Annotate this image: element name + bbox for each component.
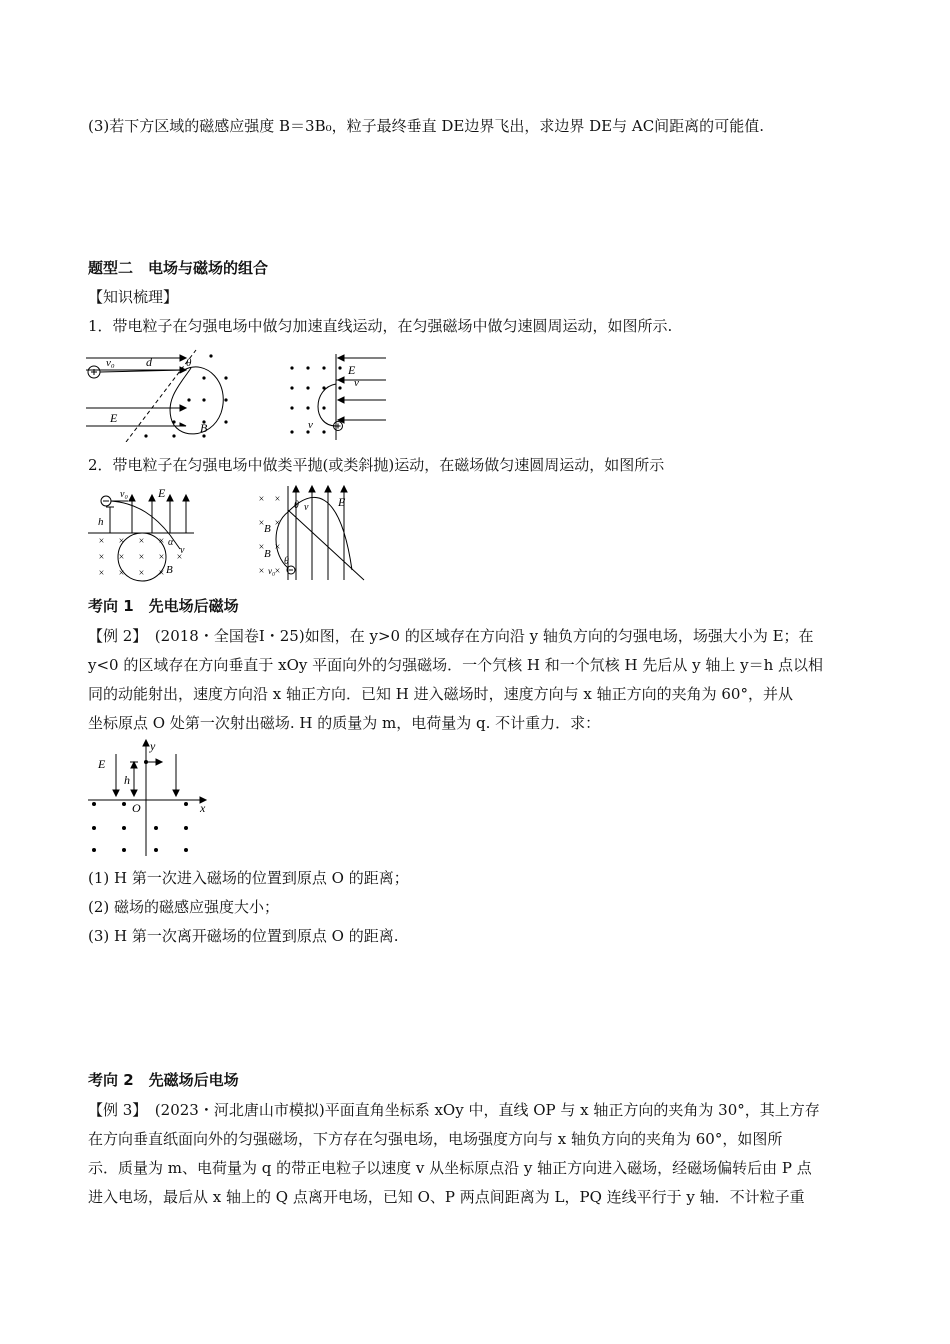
svg-text:×: × bbox=[274, 566, 281, 577]
example-2-line-2: y<0 的区域存在方向垂直于 xOy 平面向外的匀强磁场．一个氕核 H 和一个氘核 H 先后从 y 轴上 y＝h 点以相 bbox=[88, 656, 824, 674]
svg-text:×: × bbox=[138, 568, 145, 579]
svg-text:×: × bbox=[258, 542, 265, 553]
knowledge-point-2: 2．带电粒子在匀强电场中做类平抛(或类斜抛)运动，在磁场做匀速圆周运动，如图所示 bbox=[88, 456, 665, 474]
svg-text:×: × bbox=[258, 518, 265, 529]
knowledge-label: 【知识梳理】 bbox=[88, 288, 179, 306]
label-v-lower: v bbox=[308, 419, 313, 431]
example-2-line-1: 【例 2】 (2018・全国卷Ⅰ・25)如图，在 y>0 的区域存在方向沿 y 轴负方向的匀强电场，场强大小为 E；在 bbox=[88, 627, 814, 645]
svg-text:×: × bbox=[118, 552, 125, 563]
label-v: v bbox=[180, 545, 185, 556]
example-2-question-2: (2) 磁场的磁感应强度大小； bbox=[88, 898, 280, 916]
label-B: B bbox=[166, 564, 173, 576]
label-x: x bbox=[200, 801, 206, 815]
svg-text:×: × bbox=[274, 518, 281, 529]
figure-field-boundary bbox=[286, 354, 388, 440]
direction-1-title: 考向 1 先电场后磁场 bbox=[88, 597, 239, 615]
svg-text:×: × bbox=[158, 568, 165, 579]
example-2-line-3: 同的动能射出，速度方向沿 x 轴正方向．已知 H 进入磁场时，速度方向与 x 轴正方向的夹角为 60°，并从 bbox=[88, 685, 793, 703]
svg-text:×: × bbox=[118, 568, 125, 579]
svg-text:×: × bbox=[176, 552, 183, 563]
example-3-line-4: 进入电场，最后从 x 轴上的 Q 点离开电场，已知 O、P 两点间距离为 L，PQ 连线平行于 y 轴．不计粒子重 bbox=[88, 1188, 805, 1206]
label-v-upper: v bbox=[354, 377, 359, 389]
figure-accel-then-circle bbox=[86, 348, 236, 442]
svg-text:×: × bbox=[158, 552, 165, 563]
example-2-question-3: (3) H 第一次离开磁场的位置到原点 O 的距离. bbox=[88, 927, 399, 945]
label-h: h bbox=[124, 773, 130, 787]
label-E: E bbox=[348, 363, 356, 377]
label-v: v bbox=[304, 502, 309, 513]
label-d: d bbox=[146, 355, 152, 369]
label-E: E bbox=[338, 495, 346, 509]
svg-text:×: × bbox=[98, 568, 105, 579]
direction-2-title: 考向 2 先磁场后电场 bbox=[88, 1071, 239, 1089]
svg-text:×: × bbox=[158, 536, 165, 547]
label-v0: v₀ bbox=[120, 489, 128, 500]
svg-text:×: × bbox=[138, 536, 145, 547]
svg-text:×: × bbox=[258, 566, 265, 577]
label-h: h bbox=[98, 516, 104, 528]
figure-coordinate-system bbox=[86, 738, 212, 856]
section-title: 题型二 电场与磁场的组合 bbox=[88, 259, 269, 277]
label-B-lower: B bbox=[264, 548, 271, 560]
svg-text:×: × bbox=[274, 542, 281, 553]
figure-projectile-then-circle bbox=[88, 485, 194, 585]
label-v0: v₀ bbox=[268, 566, 276, 576]
svg-text:×: × bbox=[118, 536, 125, 547]
label-E: E bbox=[158, 486, 166, 500]
question-3-text: (3)若下方区域的磁感应强度 B＝3B₀，粒子最终垂直 DE边界飞出，求边界 DE与 AC间距离的可能值. bbox=[88, 117, 764, 135]
label-v0: v₀ bbox=[106, 357, 115, 369]
label-B-upper: B bbox=[264, 523, 271, 535]
example-2-question-1: (1) H 第一次进入磁场的位置到原点 O 的距离； bbox=[88, 869, 409, 887]
example-3-line-1: 【例 3】 (2023・河北唐山市模拟)平面直角坐标系 xOy 中，直线 OP 与 x 轴正方向的夹角为 30°，其上方存 bbox=[88, 1101, 820, 1119]
label-E: E bbox=[98, 757, 106, 771]
example-2-line-4: 坐标原点 O 处第一次射出磁场. H 的质量为 m，电荷量为 q. 不计重力．求： bbox=[88, 714, 601, 732]
svg-text:×: × bbox=[274, 494, 281, 505]
label-theta: θ bbox=[186, 357, 192, 369]
label-alpha: α bbox=[168, 537, 174, 548]
label-theta-lower: θ bbox=[284, 556, 289, 567]
label-E: E bbox=[110, 411, 118, 425]
svg-text:×: × bbox=[98, 552, 105, 563]
example-3-line-2: 在方向垂直纸面向外的匀强磁场，下方存在匀强电场，电场强度方向与 x 轴负方向的夹角为 60°，如图所 bbox=[88, 1130, 783, 1148]
svg-text:×: × bbox=[138, 552, 145, 563]
label-B: B bbox=[200, 421, 208, 435]
label-y: y bbox=[150, 739, 156, 753]
label-theta-upper: θ bbox=[294, 500, 299, 511]
svg-text:×: × bbox=[98, 536, 105, 547]
svg-text:×: × bbox=[258, 494, 265, 505]
figure-circle-then-projectile bbox=[252, 482, 366, 582]
knowledge-point-1: 1．带电粒子在匀强电场中做匀加速直线运动，在匀强磁场中做匀速圆周运动，如图所示. bbox=[88, 317, 673, 335]
label-O: O bbox=[132, 801, 141, 815]
example-3-line-3: 示．质量为 m、电荷量为 q 的带正电粒子以速度 v 从坐标原点沿 y 轴正方向进入磁场，经磁场偏转后由 P 点 bbox=[88, 1159, 812, 1177]
